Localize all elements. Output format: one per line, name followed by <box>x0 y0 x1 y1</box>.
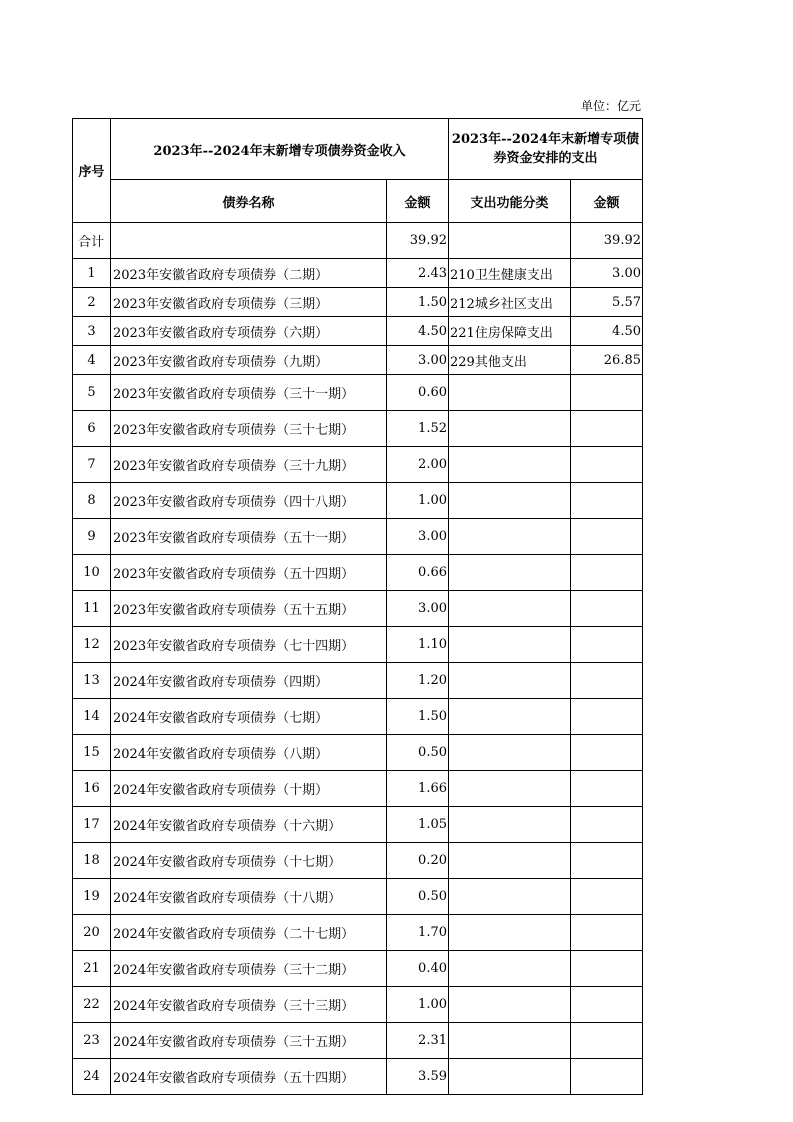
func-amount: 4.50 <box>571 317 643 346</box>
amount-header: 金额 <box>387 180 449 223</box>
bond-name: 2024年安徽省政府专项债券（五十四期） <box>111 1059 387 1095</box>
func-class: 229其他支出 <box>449 346 571 375</box>
func-class <box>449 807 571 843</box>
bond-name: 2024年安徽省政府专项债券（十期） <box>111 771 387 807</box>
row-number: 20 <box>73 915 111 951</box>
bond-amount: 1.10 <box>387 627 449 663</box>
bond-name: 2023年安徽省政府专项债券（三期） <box>111 288 387 317</box>
total-income-amount: 39.92 <box>387 223 449 259</box>
func-amount <box>571 411 643 447</box>
func-class <box>449 483 571 519</box>
row-number: 13 <box>73 663 111 699</box>
bond-name: 2024年安徽省政府专项债券（十八期） <box>111 879 387 915</box>
table-row <box>73 627 643 663</box>
row-number: 17 <box>73 807 111 843</box>
row-number: 18 <box>73 843 111 879</box>
func-amount: 3.00 <box>571 259 643 288</box>
total-row <box>73 223 643 259</box>
bond-name-header: 债券名称 <box>111 180 387 223</box>
bond-name: 2023年安徽省政府专项债券（五十一期） <box>111 519 387 555</box>
bond-name: 2024年安徽省政府专项债券（四期） <box>111 663 387 699</box>
row-number: 4 <box>73 346 111 375</box>
func-amount <box>571 735 643 771</box>
bond-amount: 0.50 <box>387 735 449 771</box>
bond-name: 2023年安徽省政府专项债券（五十五期） <box>111 591 387 627</box>
row-number: 7 <box>73 447 111 483</box>
func-amount <box>571 375 643 411</box>
bond-name: 2023年安徽省政府专项债券（三十一期） <box>111 375 387 411</box>
table-row <box>73 1023 643 1059</box>
row-number: 16 <box>73 771 111 807</box>
bond-amount: 1.20 <box>387 663 449 699</box>
bond-name: 2024年安徽省政府专项债券（十六期） <box>111 807 387 843</box>
bond-amount: 1.05 <box>387 807 449 843</box>
bond-amount: 1.00 <box>387 483 449 519</box>
row-number: 1 <box>73 259 111 288</box>
bond-name: 2024年安徽省政府专项债券（三十三期） <box>111 987 387 1023</box>
bond-amount: 0.66 <box>387 555 449 591</box>
row-number: 8 <box>73 483 111 519</box>
bond-name: 2024年安徽省政府专项债券（二十七期） <box>111 915 387 951</box>
func-class <box>449 519 571 555</box>
bond-amount: 1.52 <box>387 411 449 447</box>
func-class <box>449 699 571 735</box>
row-number: 12 <box>73 627 111 663</box>
income-title: 2023年--2024年末新增专项债券资金收入 <box>111 119 449 180</box>
table-row <box>73 663 643 699</box>
func-amount <box>571 447 643 483</box>
func-class <box>449 591 571 627</box>
table-row <box>73 447 643 483</box>
bond-table <box>72 118 643 1095</box>
table-row <box>73 346 643 375</box>
table-row <box>73 843 643 879</box>
bond-name: 2024年安徽省政府专项债券（十七期） <box>111 843 387 879</box>
func-class <box>449 735 571 771</box>
bond-amount: 3.00 <box>387 591 449 627</box>
row-number: 14 <box>73 699 111 735</box>
bond-name: 2023年安徽省政府专项债券（三十九期） <box>111 447 387 483</box>
row-number: 21 <box>73 951 111 987</box>
table-row <box>73 987 643 1023</box>
row-number: 24 <box>73 1059 111 1095</box>
row-number: 3 <box>73 317 111 346</box>
table-row <box>73 483 643 519</box>
bond-amount: 0.20 <box>387 843 449 879</box>
func-class <box>449 447 571 483</box>
func-amount <box>571 519 643 555</box>
header-row-2 <box>73 180 643 223</box>
func-amount <box>571 699 643 735</box>
func-amount <box>571 771 643 807</box>
func-amount <box>571 1059 643 1095</box>
bond-amount: 1.50 <box>387 699 449 735</box>
row-number: 11 <box>73 591 111 627</box>
func-amount <box>571 555 643 591</box>
func-amount <box>571 987 643 1023</box>
row-number: 23 <box>73 1023 111 1059</box>
func-class: 221住房保障支出 <box>449 317 571 346</box>
func-class <box>449 843 571 879</box>
func-class <box>449 375 571 411</box>
row-number: 22 <box>73 987 111 1023</box>
func-amount <box>571 627 643 663</box>
func-class <box>449 555 571 591</box>
func-class <box>449 879 571 915</box>
table-row <box>73 411 643 447</box>
bond-name: 2023年安徽省政府专项债券（五十四期） <box>111 555 387 591</box>
bond-name: 2024年安徽省政府专项债券（八期） <box>111 735 387 771</box>
func-class: 212城乡社区支出 <box>449 288 571 317</box>
total-label: 合计 <box>73 223 111 259</box>
bond-name: 2023年安徽省政府专项债券（九期） <box>111 346 387 375</box>
table-row <box>73 771 643 807</box>
func-amount <box>571 843 643 879</box>
bond-amount: 3.00 <box>387 519 449 555</box>
bond-amount: 1.70 <box>387 915 449 951</box>
table-row <box>73 879 643 915</box>
bond-name: 2023年安徽省政府专项债券（三十七期） <box>111 411 387 447</box>
table-row <box>73 915 643 951</box>
table-row <box>73 555 643 591</box>
bond-name: 2024年安徽省政府专项债券（三十二期） <box>111 951 387 987</box>
unit-label: 单位：亿元 <box>580 99 641 113</box>
total-name-cell <box>111 223 387 259</box>
table-row <box>73 1059 643 1095</box>
row-number: 5 <box>73 375 111 411</box>
table-row <box>73 375 643 411</box>
bond-amount: 1.66 <box>387 771 449 807</box>
func-amount <box>571 807 643 843</box>
func-class <box>449 951 571 987</box>
func-class <box>449 915 571 951</box>
table-row <box>73 591 643 627</box>
header-row-1 <box>73 119 643 180</box>
row-number: 10 <box>73 555 111 591</box>
bond-amount: 0.40 <box>387 951 449 987</box>
func-class-header: 支出功能分类 <box>449 180 571 223</box>
table-row <box>73 288 643 317</box>
table-row <box>73 807 643 843</box>
bond-amount: 0.60 <box>387 375 449 411</box>
bond-name: 2024年安徽省政府专项债券（三十五期） <box>111 1023 387 1059</box>
func-amount: 5.57 <box>571 288 643 317</box>
row-number: 2 <box>73 288 111 317</box>
bond-amount: 2.43 <box>387 259 449 288</box>
row-number: 19 <box>73 879 111 915</box>
func-class <box>449 627 571 663</box>
func-class <box>449 1023 571 1059</box>
table-row <box>73 951 643 987</box>
total-func-cell <box>449 223 571 259</box>
bond-name: 2023年安徽省政府专项债券（六期） <box>111 317 387 346</box>
func-class: 210卫生健康支出 <box>449 259 571 288</box>
table-row <box>73 317 643 346</box>
table-row <box>73 735 643 771</box>
row-number: 9 <box>73 519 111 555</box>
func-amount <box>571 879 643 915</box>
func-class <box>449 411 571 447</box>
amount2-header: 金额 <box>571 180 643 223</box>
bond-amount: 3.59 <box>387 1059 449 1095</box>
func-class <box>449 663 571 699</box>
row-number: 15 <box>73 735 111 771</box>
bond-name: 2024年安徽省政府专项债券（七期） <box>111 699 387 735</box>
func-amount <box>571 915 643 951</box>
bond-amount: 3.00 <box>387 346 449 375</box>
func-amount <box>571 663 643 699</box>
bond-amount: 0.50 <box>387 879 449 915</box>
row-number: 6 <box>73 411 111 447</box>
func-class <box>449 771 571 807</box>
bond-amount: 1.50 <box>387 288 449 317</box>
bond-amount: 4.50 <box>387 317 449 346</box>
func-class <box>449 1059 571 1095</box>
table-row <box>73 259 643 288</box>
func-amount: 26.85 <box>571 346 643 375</box>
func-amount <box>571 591 643 627</box>
func-class <box>449 987 571 1023</box>
bond-amount: 2.00 <box>387 447 449 483</box>
seq-header: 序号 <box>73 119 111 223</box>
total-expense-amount: 39.92 <box>571 223 643 259</box>
func-amount <box>571 951 643 987</box>
bond-name: 2023年安徽省政府专项债券（二期） <box>111 259 387 288</box>
expense-title: 2023年--2024年末新增专项债券资金安排的支出 <box>449 119 643 180</box>
func-amount <box>571 1023 643 1059</box>
bond-name: 2023年安徽省政府专项债券（七十四期） <box>111 627 387 663</box>
bond-name: 2023年安徽省政府专项债券（四十八期） <box>111 483 387 519</box>
bond-amount: 2.31 <box>387 1023 449 1059</box>
func-amount <box>571 483 643 519</box>
bond-amount: 1.00 <box>387 987 449 1023</box>
table-row <box>73 699 643 735</box>
table-row <box>73 519 643 555</box>
